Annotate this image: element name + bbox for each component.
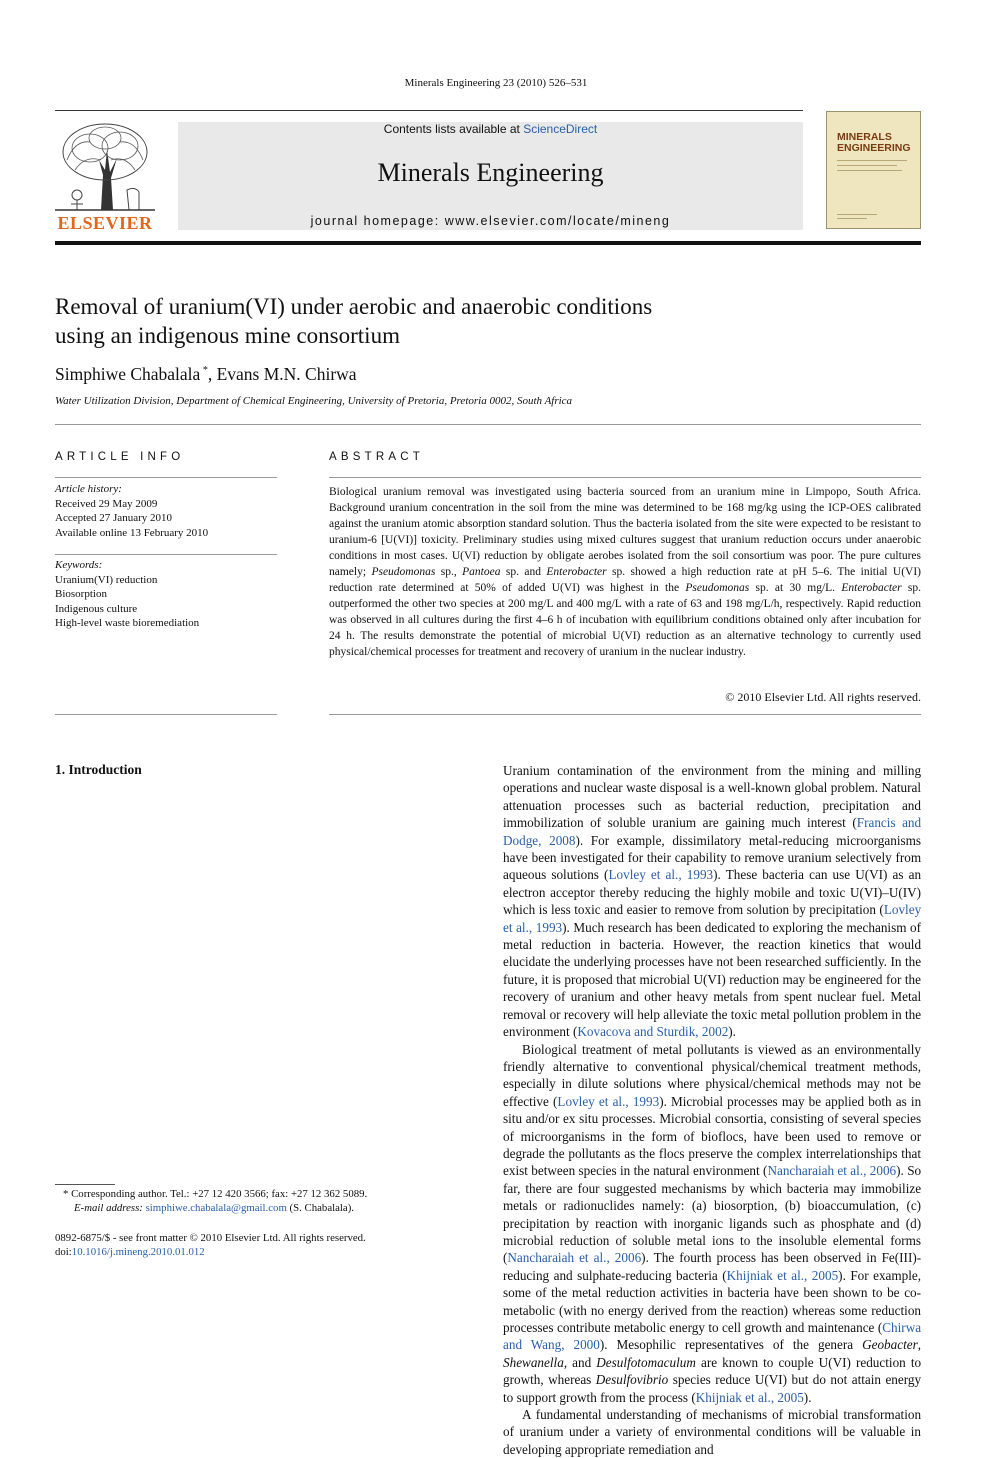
author-name[interactable]: Simphiwe Chabalala <box>55 364 201 384</box>
section-heading-introduction: 1. Introduction <box>55 762 142 777</box>
citation-link[interactable]: Kovacova <box>577 1024 631 1040</box>
citation-link[interactable]: al., <box>612 1093 629 1109</box>
journal-cover-thumbnail[interactable] <box>826 111 921 229</box>
keyword: Indigenous culture <box>55 602 138 615</box>
header-thick-rule <box>55 241 921 245</box>
paragraph: A fundamental understanding of mechanisms of microbial transformation of uranium under a variety of environmental conditions will be valuable in developing appropriate remediation and <box>503 1407 922 1457</box>
citation-link[interactable]: et <box>777 1267 787 1283</box>
homepage-url-link[interactable]: www.elsevier.com/locate/mineng <box>444 214 671 228</box>
journal-homepage <box>178 214 803 228</box>
citation-link[interactable] <box>522 1337 531 1352</box>
citation-link[interactable]: 2008 <box>549 832 576 848</box>
affiliation: Water Utilization Division, Department of Chemical Engineering, University of Pretoria, Pretoria 0002, South Africa <box>55 395 573 407</box>
citation-link[interactable]: 1993 <box>535 919 563 935</box>
article-history <box>55 482 277 540</box>
history-item: Available online 13 February 2010 <box>55 526 209 539</box>
citation-link[interactable]: 2006 <box>869 1163 897 1179</box>
divider <box>55 714 277 715</box>
citation-link[interactable]: 2005 <box>811 1267 839 1283</box>
doi-line: doi:10.1016/j.mineng.2010.01.012 <box>55 1246 205 1258</box>
citation-link[interactable]: Wang, <box>530 1337 565 1353</box>
author-list <box>55 364 357 385</box>
cover-rule <box>837 165 897 166</box>
contents-prefix: Contents lists available at <box>383 122 524 136</box>
citation-link[interactable]: et <box>579 1250 589 1266</box>
citation-link[interactable]: and <box>902 815 922 831</box>
divider <box>329 477 921 478</box>
citation-link[interactable]: 1993 <box>632 1093 660 1109</box>
citation-link[interactable] <box>541 833 549 848</box>
abstract-heading: ABSTRACT <box>329 451 424 463</box>
cover-rule <box>837 214 877 215</box>
cover-title-line1: MINERALS <box>837 131 892 143</box>
keyword: Biosorption <box>55 588 107 600</box>
citation-link[interactable]: et <box>503 919 513 935</box>
cover-rule <box>837 218 867 219</box>
citation-link[interactable]: Lovley <box>608 867 646 883</box>
paragraph: Uranium contamination of the environment from the mining and milling operations and nuclear waste disposal is a well-known global problem. Natural attenuation processes such as bacterial reduction, precipitation and immobilization of soluble uranium are gaining much interest (Francis and Dodge, 2008). For example, dissimilatory metal-reducing microorganisms have been investigated for their capability to remove uranium selectively from aqueous solutions (Lovley et al., 1993). These bacteria can use U(VI) as an electron acceptor thereby reducing the highly mobile and toxic U(VI)–U(IV) which is less toxic and easier to remove from solution by precipitation (Lovley et al., 1993). Much research has been dedicated to exploring the mechanism of metal reduction in bacteria. However, the reaction kinetics that would elucidate the underlying processes have not been researched sufficiently. In the future, it is proposed that microbial U(VI) reduction may be engineered for the recovery of uranium and other heavy metals from spent nuclear fuel. Metal removal or recovery will help alleviate the toxic metal pollution problem in the environment (Kovacova and Sturdik, 2002). <box>503 763 922 1040</box>
title-line1: Removal of uranium(VI) under aerobic and anaerobic conditions <box>55 294 653 319</box>
elsevier-logo[interactable] <box>55 120 155 232</box>
journal-header-box <box>178 122 803 230</box>
citation-link[interactable]: Nancharaiah <box>507 1250 575 1266</box>
abstract-text: Biological uranium removal was investigated using bacteria sourced from an uranium mine in Limpopo, South Africa. Background uranium concentration in the soil from the mine was determined to be 168 mg/kg using the ICP-OES calibrated against the uranium atomic absorption standard solution. Thus the bacteria isolated from the site were expected to be resistant to uranium-6 [U(VI)] toxicity. Preliminary studies using mixed cultures suggest that uranium reduction occurs under anaerobic conditions in most cases. U(VI) reduction by obligate aerobes isolated from the soil consortium was poor. The pure cultures namely; Pseudomonas sp., Pantoea sp. and Enterobacter sp. showed a high reduction rate at pH 5–6. The initial U(VI) reduction rate determined at 50% of added U(VI) was highest in the Pseudomonas sp. at 30 mg/L. Enterobacter sp. outperformed the other two species at 200 mg/L and 400 mg/L with a rate of 63 and 198 mg/L/h, respectively. Rapid reduction was observed in all cultures during the first 4–6 h of incubation with equilibrium conditions obtained only after incubation for 24 h. The results demonstrate the potential of microbial U(VI) reduction as an alternative technology to currently used physical/chemical processes for treatment and recovery of uranium in the nuclear industry. <box>329 486 921 658</box>
divider <box>55 554 277 555</box>
divider <box>55 477 277 478</box>
email-note: E-mail address: simphiwe.chabalala@gmail.com (S. Chabalala). <box>74 1202 355 1214</box>
cover-title-line2: ENGINEERING <box>837 142 911 154</box>
author-name[interactable]: , Evans M.N. Chirwa <box>207 364 357 384</box>
history-item: Received 29 May 2009 <box>55 497 158 510</box>
citation-link[interactable]: 2005 <box>777 1389 804 1405</box>
homepage-prefix: journal homepage: <box>310 214 445 228</box>
citation-link[interactable]: Lovley <box>557 1093 595 1109</box>
abstract-copyright: © 2010 Elsevier Ltd. All rights reserved. <box>725 690 921 704</box>
citation-link[interactable]: Khijniak <box>726 1267 773 1283</box>
sciencedirect-link[interactable]: ScienceDirect <box>523 122 598 136</box>
citation-link[interactable]: et <box>598 1093 609 1109</box>
cover-title <box>837 132 911 154</box>
citation-link[interactable]: et <box>837 1163 847 1179</box>
email-link[interactable]: simphiwe.chabalala@gmail.com <box>145 1202 287 1214</box>
citation-link[interactable]: 2000 <box>573 1337 600 1353</box>
citation-link[interactable]: al., <box>758 1389 775 1405</box>
citation-link[interactable]: Nancharaiah <box>767 1163 835 1179</box>
history-label: Article history: <box>55 483 122 495</box>
citation-link[interactable]: Dodge, <box>503 832 542 848</box>
history-item: Accepted 27 January 2010 <box>55 512 172 524</box>
citation-link[interactable]: al., <box>791 1267 808 1283</box>
citation-link[interactable]: Sturdik, <box>656 1024 699 1040</box>
corresponding-mark[interactable]: * <box>200 365 208 377</box>
citation-link[interactable]: et <box>745 1389 755 1405</box>
citation-link[interactable]: Chirwa <box>882 1320 922 1335</box>
citation-link[interactable]: Francis <box>856 815 896 831</box>
front-matter-line: 0892-6875/$ - see front matter © 2010 Elsevier Ltd. All rights reserved. <box>55 1232 366 1244</box>
article-info-heading: ARTICLE INFO <box>55 451 185 463</box>
citation-link[interactable]: al., <box>850 1163 867 1179</box>
cover-rule <box>837 170 902 171</box>
citation-link[interactable]: al., <box>593 1250 610 1266</box>
citation-link[interactable]: 2006 <box>614 1250 642 1266</box>
title-line2: using an indigenous mine consortium <box>55 323 400 348</box>
citation-link[interactable]: and <box>503 1337 523 1353</box>
citation-link[interactable]: 2002 <box>701 1024 729 1040</box>
keywords-label: Keywords: <box>55 559 103 571</box>
footnote-rule <box>55 1184 115 1185</box>
journal-reference: Minerals Engineering 23 (2010) 526–531 <box>404 77 588 89</box>
elsevier-tree-icon <box>55 120 155 212</box>
keyword: High-level waste bioremediation <box>55 617 200 629</box>
divider <box>55 424 921 425</box>
citation-link[interactable]: 1993 <box>686 867 714 883</box>
header-rule <box>55 110 803 111</box>
keywords <box>55 558 277 631</box>
body-column-right <box>503 762 922 1457</box>
contents-line <box>178 122 803 136</box>
citation-link[interactable]: Khijniak <box>695 1389 742 1405</box>
citation-link[interactable]: and <box>634 1024 654 1040</box>
divider <box>329 714 921 715</box>
corresponding-author-note: * Corresponding author. Tel.: +27 12 420 3566; fax: +27 12 362 5089. <box>63 1188 368 1200</box>
citation-link[interactable]: et <box>650 867 661 883</box>
keyword: Uranium(VI) reduction <box>55 573 158 586</box>
elsevier-wordmark: ELSEVIER <box>57 213 153 233</box>
citation-link[interactable]: al., <box>665 867 682 883</box>
front-matter <box>55 1231 475 1259</box>
cover-rule <box>837 160 907 161</box>
citation-link[interactable]: Lovley <box>883 902 922 918</box>
citation-link[interactable]: al., <box>516 919 533 935</box>
article-title <box>55 292 855 350</box>
doi-link[interactable]: 10.1016/j.mineng.2010.01.012 <box>71 1246 205 1258</box>
journal-title: Minerals Engineering <box>377 158 604 187</box>
footnote <box>55 1187 475 1215</box>
paragraph: Biological treatment of metal pollutants is viewed as an environmentally friendly alternative to conventional physical/chemical treatment methods, especially in dilute solutions where physical/chemical methods may not be effective (Lovley et al., 1993). Microbial processes may be applied both as in situ and/or ex situ processes. Microbial consortia, consisting of several species of microorganisms in the form of bioflocs, have been used to remove or degrade the pollutants as the flocs preserve the complex interrelationships that exist between species in the natural environment (Nancharaiah et al., 2006). So far, there are four suggested mechanisms by which bacteria may immobilize metals or radionuclides namely: (a) biosorption, (b) bioaccumulation, (c) precipitation by reaction with inorganic ligands such as phosphate and (d) microbial reduction of soluble metal ions to the insoluble elemental forms (Nancharaiah et al., 2006). The fourth process has been observed in Fe(III)-reducing and sulphate-reducing bacteria (Khijniak et al., 2005). For example, some of the metal reduction activities in bacteria have been shown to be co-metabolic (with no energy derived from the reaction) whereas some reduction processes contribute metabolic energy to cell growth and maintenance (Chirwa and Wang, 2000). Mesophilic representatives of the genera Geobacter, Shewanella, and Desulfotomaculum are known to couple U(VI) reduction to growth, whereas Desulfovibrio species reduce U(VI) but do not attain energy to support growth from the process (Khijniak et al., 2005). <box>503 1041 922 1405</box>
